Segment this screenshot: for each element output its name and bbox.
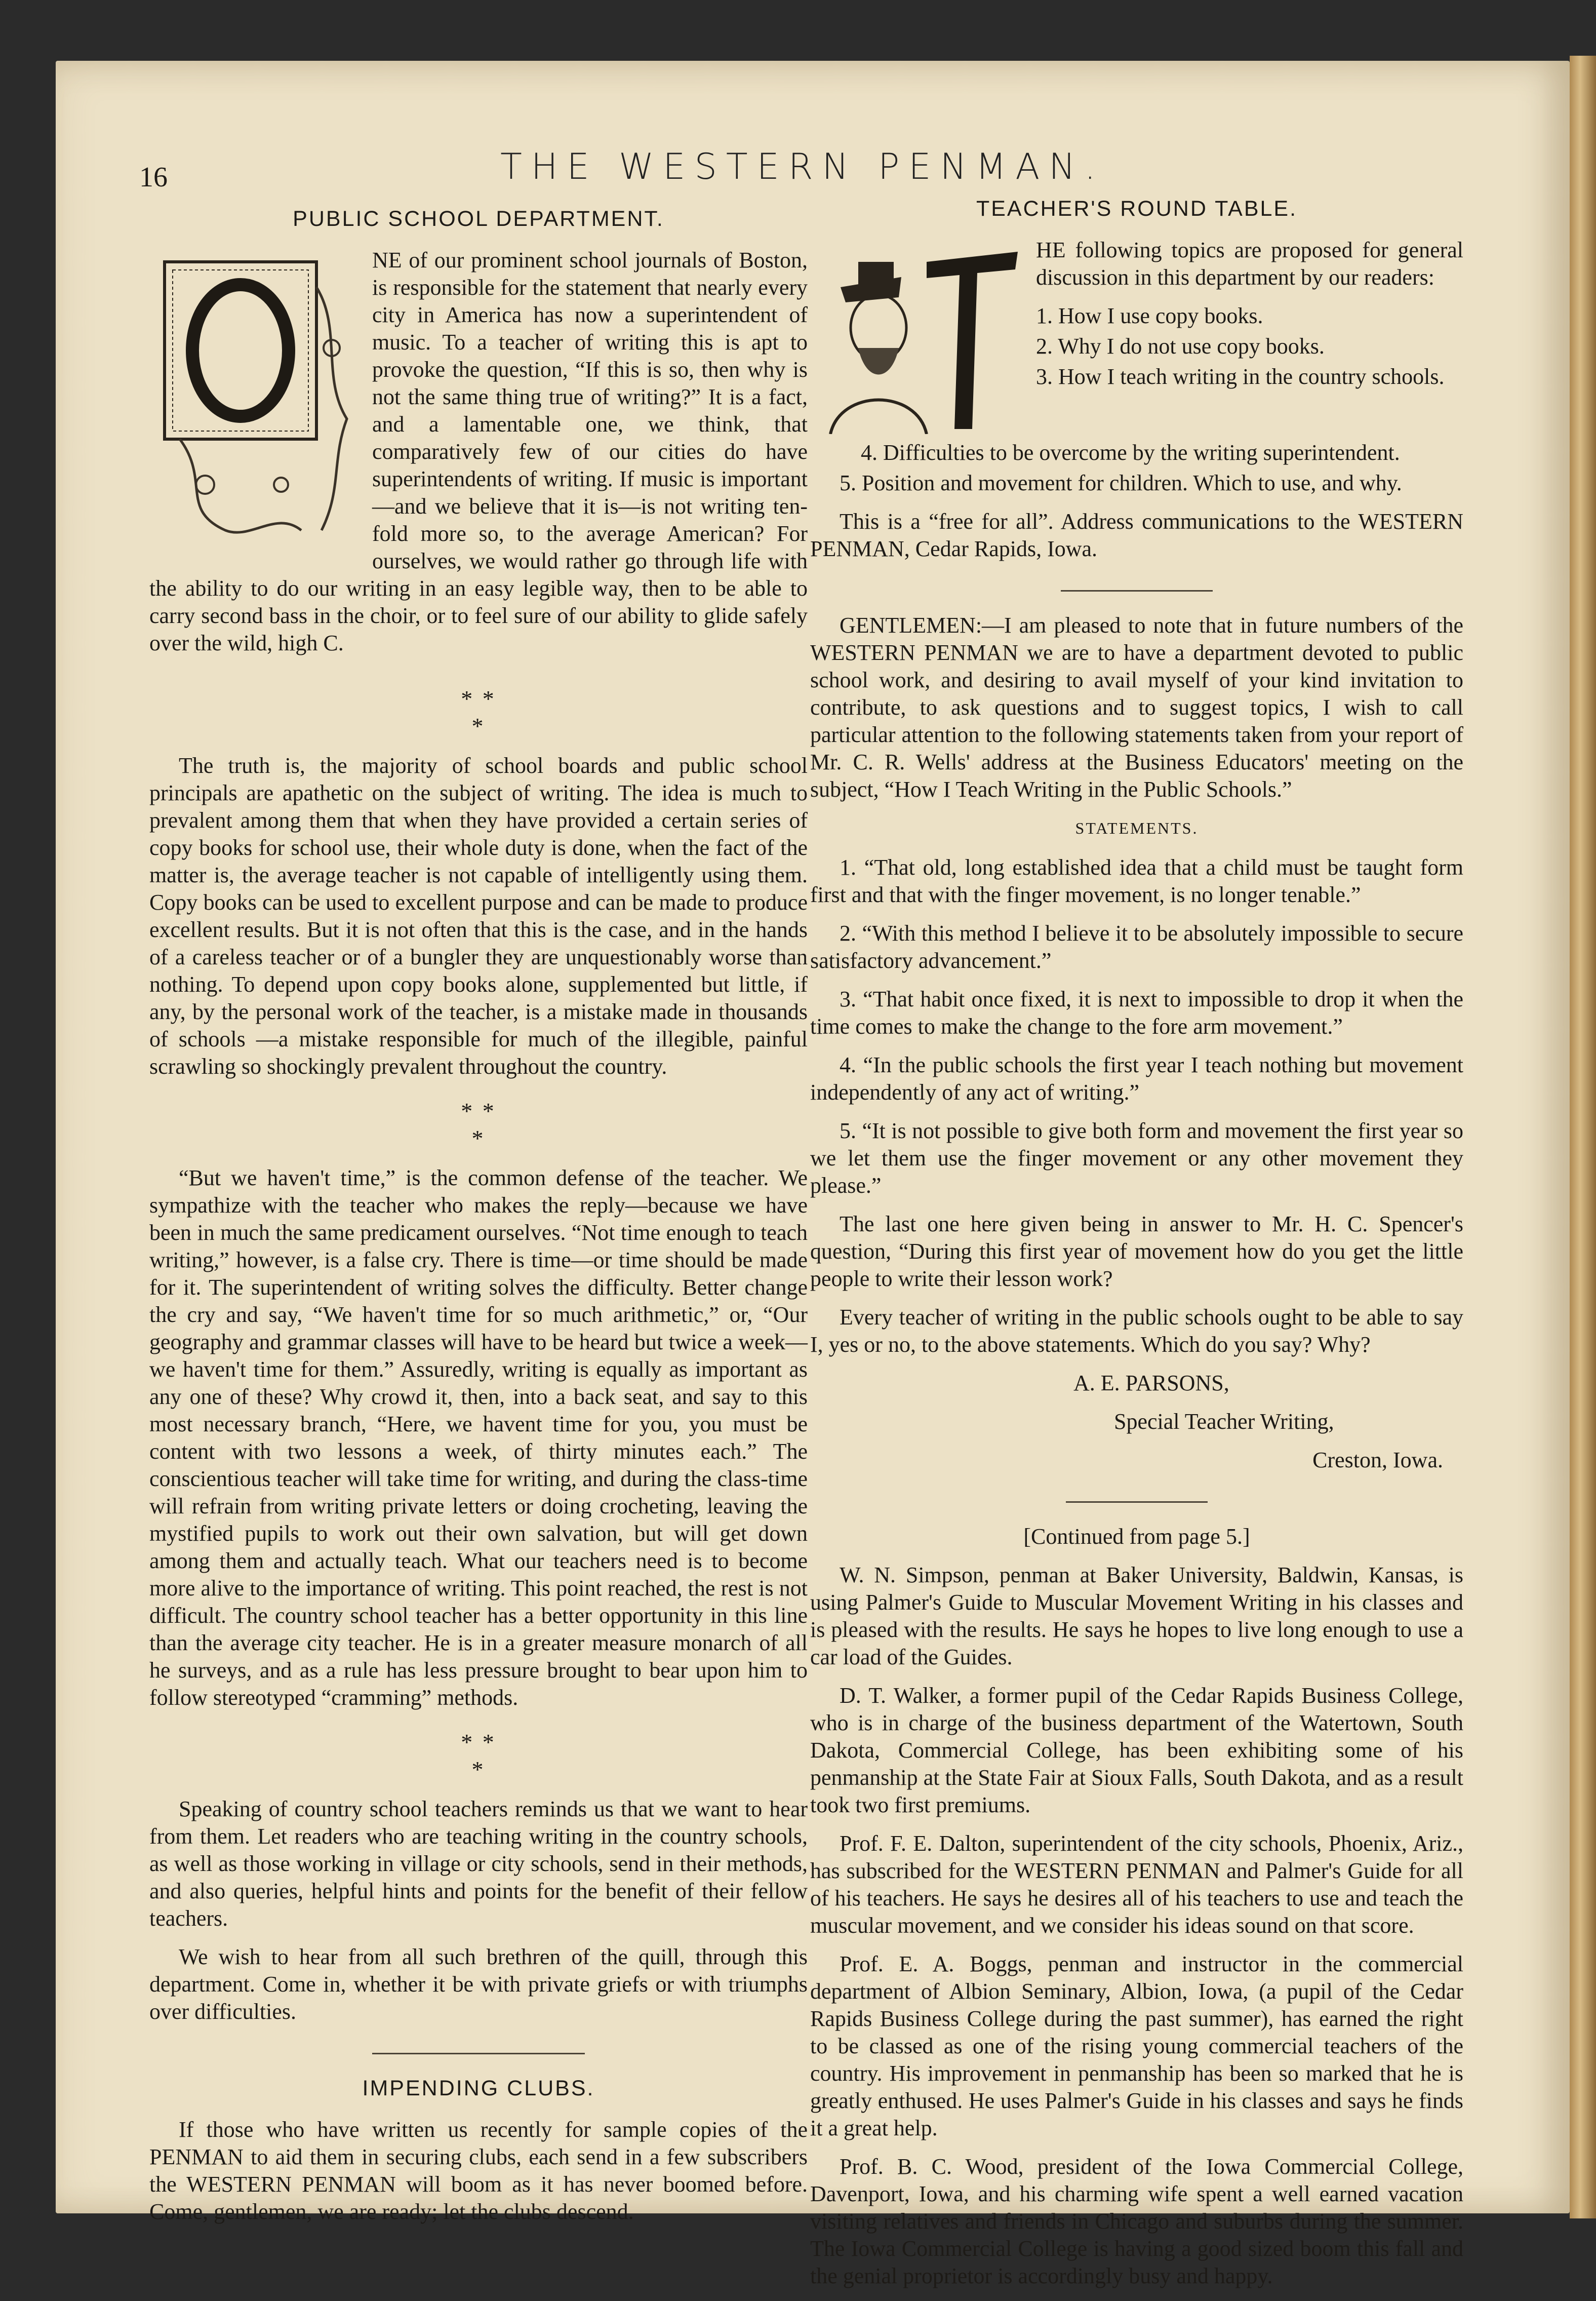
ornamental-initial-o-icon <box>149 247 357 551</box>
news-item: W. N. Simpson, penman at Baker University, Baldwin, Kansas, is using Palmer's Guide to Muscular Movement Writing in his classes and is pleased with the results. He says he hopes to live long enough to use a car load of the Guides. <box>810 1563 1463 1669</box>
public-school-paragraph-5: We wish to hear from all such brethren of the quill, through this department. Come in, whether it be with private griefs or with triumphs over difficulties. <box>149 1944 808 2024</box>
statement-item: 4. “In the public schools the first year I teach nothing but movement independently of any act of writing.” <box>810 1052 1463 1105</box>
news-item: Prof. F. E. Dalton, superintendent of the city schools, Phoenix, Ariz., has subscribed for the WESTERN PENMAN and Palmer's Guide for all of his teachers. He says he desires all of his teachers to use and teach the muscular movement, and we consider his ideas sound on that score. <box>810 1831 1463 1938</box>
news-item: D. T. Walker, a former pupil of the Cedar Rapids Business College, who is in charge of the business department of the Watertown, South Dakota, Commercial College, has been exhibiting some of his penmanship at the State Fair at Sioux Falls, South Dakota, and as a result took two first premiums. <box>810 1683 1463 1817</box>
public-school-paragraph-4: Speaking of country school teachers reminds us that we want to hear from them. Let readers who are teaching writing in the country schools, as well as those working in village or city schools, send in their methods, and also queries, helpful hints and points for the benefit of their fellow teachers. <box>149 1797 808 1931</box>
left-column <box>149 205 808 2237</box>
topic-item: 2. Why I do not use copy books. <box>1036 334 1325 359</box>
statement-item: 2. “With this method I believe it to be absolutely impossible to secure satisfactory advancement.” <box>810 921 1463 973</box>
asterism: * * * <box>461 686 496 739</box>
public-school-heading: PUBLIC SCHOOL DEPARTMENT. <box>293 207 664 231</box>
section-divider <box>1066 1501 1208 1503</box>
signature-location: Creston, Iowa. <box>1312 1448 1443 1472</box>
statement-item: 1. “That old, long established idea that a child must be taught form first and that with the finger movement, is no longer tenable.” <box>810 855 1463 907</box>
public-school-paragraph-3: “But we haven't time,” is the common defense of the teacher. We sympathize with the teacher who makes the reply—because we have been in much the same predicament ourselves. “Not time enough to teach writing,” however, is a false cry. There is time—or time should be made for it. The superintendent of writing solves the difficulty. Better change the cry and say, “We haven't time for so much arithmetic,” or, “Our geography and grammar classes will have to be heard but twice a week—we haven't time for them.” Assuredly, writing is equally as important as any one of these? Why crowd it, then, into a back seat, and say to this most necessary branch, “Here, we havent time for you, you must be content with two lessons a week, of thirty minutes each.” The conscientious teacher will take time for writing, and during the class-time will refrain from writing private letters or doing crocheting, leaving the mystified pupils to work out their own salvation, but will get down among them and actually teach. What our teachers need is to become more alive to the importance of writing. This point reached, the rest is not difficult. The country school teacher has a better opportunity in this line than the average city teacher. He is in a greater measure monarch of all he surveys, and as a rule has less pressure brought to bear upon him to follow stereotyped “cramming” methods. <box>149 1165 808 1710</box>
round-table-free-for-all: This is a “free for all”. Address communications to the WESTERN PENMAN, Cedar Rapids, Iowa. <box>810 509 1463 561</box>
statement-item: 5. “It is not possible to give both form and movement the first year so we let them use the finger movement or any other movement they please.” <box>810 1118 1463 1198</box>
news-item: Prof. B. C. Wood, president of the Iowa Commercial College, Davenport, Iowa, and his charming wife spent a well earned vacation visiting relatives and friends in Chicago and suburbs during the summer. The Iowa Commercial College is having a good sized boom this fall and the genial proprietor is accordingly busy and happy. <box>810 2154 1463 2288</box>
round-table-heading: TEACHER'S ROUND TABLE. <box>976 197 1298 221</box>
page-number: 16 <box>139 162 168 193</box>
right-column <box>810 195 1463 2301</box>
section-divider <box>372 2053 585 2054</box>
parsons-letter-2: The last one here given being in answer to Mr. H. C. Spencer's question, “During this first year of movement how do you get the little people to write their lesson work? <box>810 1212 1463 1291</box>
parsons-letter-3: Every teacher of writing in the public schools ought to be able to say I, yes or no, to the above statements. Which do you say? Why? <box>810 1305 1463 1357</box>
impending-clubs-paragraph: If those who have written us recently for sample copies of the PENMAN to aid them in securing clubs, each send in a few subscribers the WESTERN PENMAN will boom as it has never boomed before. Come, gentlemen, we are ready; let the clubs descend. <box>149 2117 808 2224</box>
round-table-intro: HE following topics are proposed for general discussion in this department by our readers: <box>1036 238 1463 290</box>
section-divider <box>1061 590 1213 592</box>
signature-name: A. E. PARSONS, <box>1073 1371 1229 1395</box>
public-school-paragraph-1: NE of our prominent school journals of Boston, is responsible for the statement that nearly every city in America has now a superintendent of music. To a teacher of writing this is apt to provoke the question, “If this is so, then why is not the same thing true of writing?” It is a fact, and a lamentable one, we think, that comparatively few of our cities do have superintendents of writing. If music is important—and we believe that it is—is not writing ten-fold more so, to the average American? For ourselves, we would rather go through life with the ability to do our writing in an easy legible way, then to be able to carry second bass in the choir, or to feel sure of our ability to glide safely over the wild, high C. <box>149 248 808 655</box>
parsons-letter: GENTLEMEN:—I am pleased to note that in future numbers of the WESTERN PENMAN we are to have a department devoted to public school work, and desiring to avail myself of your kind invitation to contribute, to ask questions and to suggest topics, I wish to call particular attention to the following statements taken from your report of Mr. C. R. Wells' address at the Business Educators' meeting on the subject, “How I Teach Writing in the Public Schools.” <box>810 613 1463 802</box>
topic-item: 1. How I use copy books. <box>1036 303 1263 328</box>
masthead-title: THE WESTERN PENMAN. <box>500 146 1105 187</box>
public-school-paragraph-2: The truth is, the majority of school boards and public school principals are apathetic on the subject of writing. The idea is much to prevalent among them that when they have provided a certain series of copy books for school use, their whole duty is done, when the fact of the matter is, the average teacher is not capable of intelligently using them. Copy books can be used to excellent purpose and can be made to produce excellent results. But it is not often that this is the case, and in the hands of a careless teacher or of a bungler they are unquestionably worse than nothing. To depend upon copy books alone, supplemented but little, if any, by the personal work of the teacher, is a mistake made in thousands of schools —a mistake responsible for much of the illegible, painful scrawling so shockingly prevalent throughout the country. <box>149 753 808 1079</box>
topic-item: 5. Position and movement for children. Which to use, and why. <box>840 471 1402 495</box>
topic-item: 3. How I teach writing in the country schools. <box>1036 364 1445 389</box>
impending-clubs-heading: IMPENDING CLUBS. <box>362 2076 595 2100</box>
initial-t-portrait-icon <box>810 242 1023 434</box>
topic-item: 4. Difficulties to be overcome by the writing superintendent. <box>861 440 1400 465</box>
statements-title: STATEMENTS. <box>1075 819 1199 837</box>
statement-item: 3. “That habit once fixed, it is next to impossible to drop it when the time comes to make the change to the fore arm movement.” <box>810 987 1463 1039</box>
continued-note: [Continued from page 5.] <box>1023 1524 1250 1549</box>
page-edge <box>1570 56 1596 2218</box>
asterism: * * * <box>461 1098 496 1151</box>
news-item: Prof. E. A. Boggs, penman and instructor in the commercial department of Albion Seminary, Albion, Iowa, (a pupil of the Cedar Rapids Business College during the past summer), has earned the right to be classed as one of the rising young commercial teachers of the country. His improvement in penmanship has been so marked that he is greatly enthused. He uses Palmer's Guide in his classes and says he finds it a great help. <box>810 1952 1463 2140</box>
asterism: * * * <box>461 1729 496 1782</box>
signature-title: Special Teacher Writing, <box>1114 1409 1334 1434</box>
